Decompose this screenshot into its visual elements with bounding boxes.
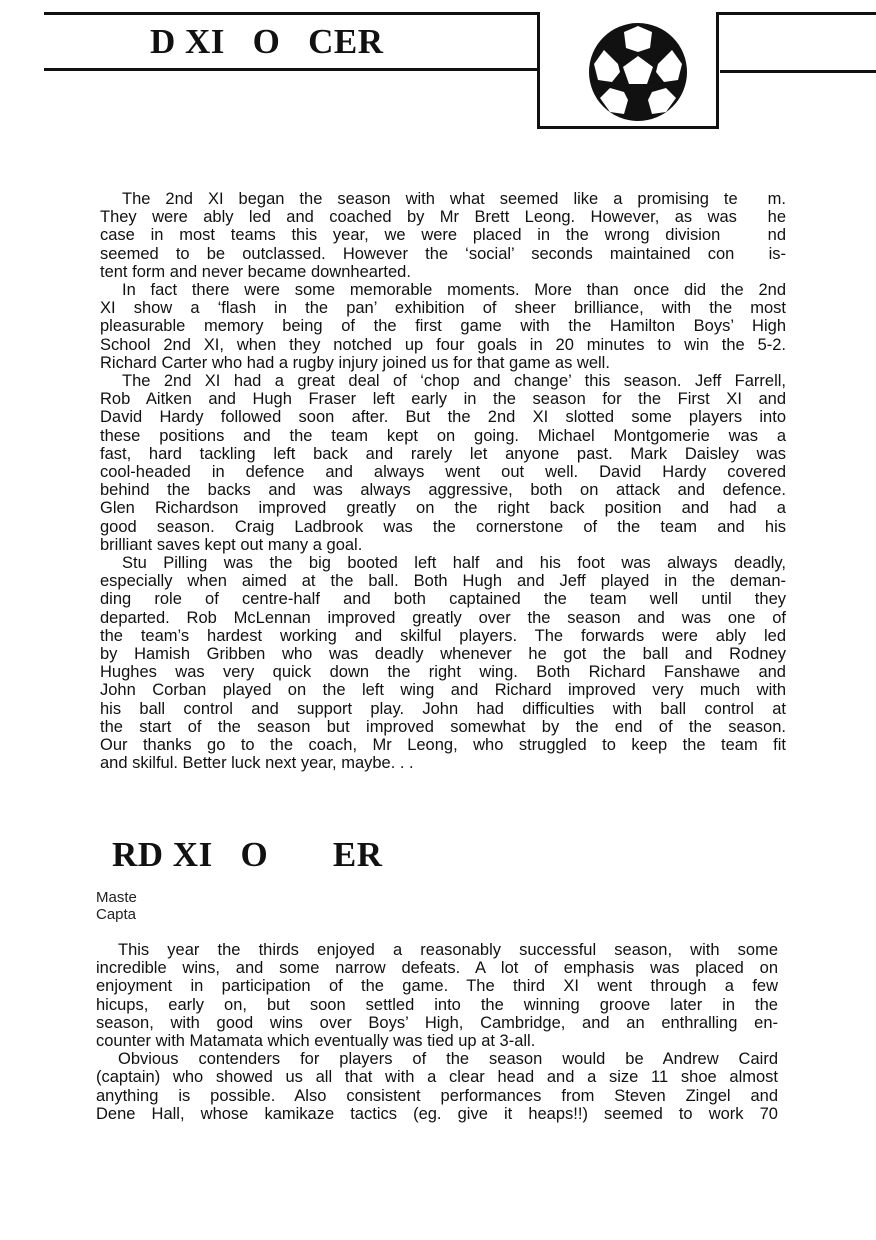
text-line: School 2nd XI, when they notched up four goals in 20 minutes to win the 5-2.	[100, 335, 786, 354]
text-line: Dene Hall, whose kamikaze tactics (eg. give it heaps!!) seemed to work 70	[96, 1104, 778, 1123]
master-label: Maste	[96, 889, 137, 906]
text-line: XI show a ‘flash in the pan’ exhibition of sheer brilliance, with the most	[100, 299, 786, 318]
text-line: John Corban played on the left wing and Richard improved very much with	[100, 681, 786, 700]
text-line: Hughes was very quick down the right wing. Both Richard Fanshawe and	[100, 663, 786, 682]
text-line: season, with good wins over Boys’ High, Cambridge, and an enthralling en-	[96, 1013, 778, 1032]
text-line: ding role of centre-half and both captained the team well until they	[100, 590, 786, 609]
soccer-ball-box	[537, 12, 719, 129]
text-line: David Hardy followed soon after. But the 2nd XI slotted some players into	[100, 408, 786, 427]
text-line: his ball control and support play. John had difficulties with ball control at	[100, 699, 786, 718]
soccer-ball-icon	[586, 20, 690, 124]
right-rule	[720, 70, 876, 73]
text-line: In fact there were some memorable moments. More than once did the 2nd	[122, 281, 786, 300]
text-line: cool-headed in defence and always went out well. David Hardy covered	[100, 463, 786, 482]
text-line: the team’s hardest working and skilful players. The forwards were ably led	[100, 626, 786, 645]
section2-heading: RD XI O ER	[112, 835, 383, 874]
text-line: Obvious contenders for players of the season would be Andrew Caird	[118, 1050, 778, 1069]
text-line: especially when aimed at the ball. Both Hugh and Jeff played in the deman-	[100, 572, 786, 591]
text-line: and skilful. Better luck next year, maybe. . .	[100, 754, 414, 773]
text-line: brilliant saves kept out many a goal.	[100, 535, 363, 554]
text-line: departed. Rob McLennan improved greatly over the season and was one of	[100, 608, 786, 627]
text-line: good season. Craig Ladbrook was the cornerstone of the team and his	[100, 517, 786, 536]
section1-heading: D XI O CER	[150, 22, 384, 61]
text-line: The 2nd XI began the season with what seemed like a promising te m.	[122, 190, 786, 208]
text-line: Glen Richardson improved greatly on the right back position and had a	[100, 499, 786, 518]
heading-underline-rule	[44, 68, 538, 71]
text-line: hicups, early on, but soon settled into the winning groove later in the	[96, 995, 778, 1014]
text-line: counter with Matamata which eventually was tied up at 3-all.	[96, 1032, 536, 1051]
text-line: these positions and the team kept on going. Michael Montgomerie was a	[100, 426, 786, 445]
text-line: incredible wins, and some narrow defeats. A lot of emphasis was placed on	[96, 959, 778, 978]
text-line: This year the thirds enjoyed a reasonably successful season, with some	[118, 941, 778, 959]
text-line: tent form and never became downhearted.	[100, 262, 411, 281]
text-line: behind the backs and was always aggressive, both on attack and defence.	[100, 481, 786, 500]
text-line: (captain) who showed us all that with a clear head and a size 11 shoe almost	[96, 1068, 778, 1087]
text-line: seemed to be outclassed. However the ‘social’ seconds maintained con is-	[100, 244, 786, 263]
text-line: The 2nd XI had a great deal of ‘chop and change’ this season. Jeff Farrell,	[122, 372, 786, 391]
text-line: Stu Pilling was the big booted left half and his foot was always deadly,	[122, 554, 786, 573]
text-line: Rob Aitken and Hugh Fraser left early in the season for the First XI and	[100, 390, 786, 409]
text-line: Richard Carter who had a rugby injury joined us for that game as well.	[100, 353, 610, 372]
text-line: They were ably led and coached by Mr Brett Leong. However, as was he	[100, 208, 786, 227]
section1-body	[100, 190, 786, 773]
text-line: by Hamish Gribben who was deadly whenever he got the ball and Rodney	[100, 645, 786, 664]
text-line: fast, hard tackling left back and rarely let anyone past. Mark Daisley was	[100, 444, 786, 463]
text-line: the start of the season but improved somewhat by the end of the season.	[100, 717, 786, 736]
text-line: case in most teams this year, we were placed in the wrong division nd	[100, 226, 786, 245]
section2-body	[96, 941, 778, 1123]
text-line: enjoyment in participation of the game. The third XI went through a few	[96, 977, 778, 996]
captain-label: Capta	[96, 906, 137, 923]
top-rule	[44, 12, 876, 15]
text-line: pleasurable memory being of the first game with the Hamilton Boys’ High	[100, 317, 786, 336]
text-line: anything is possible. Also consistent performances from Steven Zingel and	[96, 1086, 778, 1105]
text-line: Our thanks go to the coach, Mr Leong, who struggled to keep the team fit	[100, 736, 786, 755]
